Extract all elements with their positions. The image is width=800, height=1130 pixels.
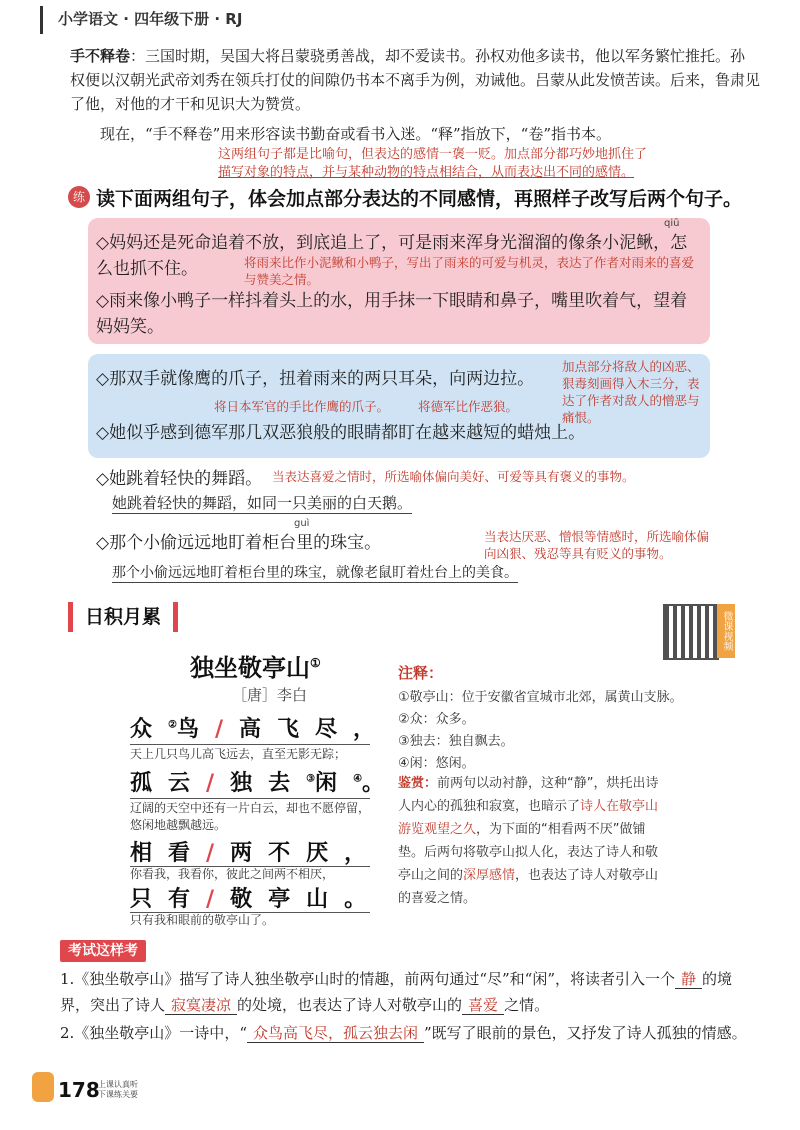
- qr-code[interactable]: [663, 604, 719, 660]
- exam-q1-answer-3: 喜爱: [462, 996, 504, 1015]
- rewrite-answer-1: 她跳着轻快的舞蹈，如同一只美丽的白天鹅。: [112, 494, 413, 512]
- exam-q1-b: 的境界，突出了诗人: [60, 970, 733, 1014]
- poem-l2-sep: /: [206, 770, 231, 796]
- poem-translation-3: 你看我，我看你，彼此之间两不相厌，: [130, 867, 335, 881]
- exam-q1-a: 1.《独坐敬亭山》描写了诗人独坐敬亭山时的情趣，前两句通过“尽”和“闲”，将读者引入一个: [60, 970, 675, 988]
- appreciation-text-1: 前两句以动衬静，这种“静”，烘托出诗人内心的孤独和寂寞，也暗示了: [398, 776, 659, 814]
- pronunciation-qiu: qiū: [664, 218, 680, 229]
- poem-rule-1: [130, 744, 370, 745]
- note-item-1: ①敬亭山：位于安徽省宣城市北郊，属黄山支脉。: [398, 690, 683, 705]
- poem-l2-mark-d: ④: [353, 773, 363, 785]
- poem-title-mark: ①: [310, 656, 321, 670]
- red-note-line-1: 这两组句子都是比喻句，但表达的感情一褒一贬。加点部分都巧妙地抓住了: [218, 147, 648, 162]
- footer-slogan-2: 下课练关要: [98, 1090, 138, 1099]
- appreciation-text-3: ，也表达了诗人对敬亭山的喜爱之情。: [398, 868, 659, 906]
- blue-sentence-2: ◇她似乎感到德军那几双恶狼般的眼睛都盯在越来越短的蜡烛上。: [96, 423, 586, 443]
- poem-title-text: 独坐敬亭山: [190, 653, 310, 682]
- poem-line-1: [130, 712, 391, 743]
- exam-tag: 考试这样考: [60, 940, 146, 962]
- poem-l3-a: 相看: [130, 840, 207, 866]
- appreciation-highlight-1: 诗人在敬亭山游览观望之久: [398, 799, 659, 837]
- mascot-icon: [32, 1072, 54, 1102]
- poem-l4-sep: /: [206, 886, 231, 912]
- appreciation-label: 鉴赏：: [398, 776, 438, 791]
- notes-title: 注释：: [398, 664, 444, 682]
- exam-q1-c: 的处境，也表达了诗人对敬亭山的: [237, 996, 463, 1014]
- poem-title: [190, 648, 321, 683]
- exam-q2-answer: 众鸟高飞尽，孤云独去闲: [247, 1024, 424, 1043]
- qr-side-label: 微课视频: [717, 604, 735, 658]
- poem-l2-d: 闲: [315, 770, 354, 796]
- poem-l4-a: 只有: [130, 886, 207, 912]
- pink-sentence-1: ◇妈妈还是死命追着不放，到底追上了，可是雨来浑身光溜溜的像条小泥鳅，怎么也抓不住。: [96, 233, 688, 279]
- poem-rule-2: [130, 798, 370, 799]
- footer-slogan: [98, 1080, 138, 1100]
- poem-l4-c: 敬亭山。: [230, 886, 383, 912]
- rewrite-tip-2: 当表达厌恶、憎恨等情感时，所选喻体偏向凶狠、残忍等具有贬义的事物。: [484, 529, 710, 561]
- poem-l1-b: 鸟: [176, 716, 215, 742]
- poem-l3-c: 两不厌，: [230, 840, 383, 866]
- poem-translation-2: 辽阔的天空中还有一片白云，却也不愿停留，悠闲地越飘越远。: [130, 801, 371, 832]
- poem-line-2: [130, 766, 400, 797]
- poem-l2-a: 孤云: [130, 770, 207, 796]
- exam-q1-answer-2: 寂寞凄凉: [165, 996, 237, 1015]
- poem-l2-c: 独去: [230, 770, 307, 796]
- footer-slogan-1: 上课认真听: [98, 1080, 138, 1089]
- blue-sentence-1: ◇那双手就像鹰的爪子，扭着雨来的两只耳朵，向两边拉。: [96, 369, 535, 389]
- blue-note-b: 将德军比作恶狼。: [418, 399, 519, 414]
- header-title: 小学语文 · 四年级下册 · RJ: [58, 10, 243, 28]
- poem-l2-mark-c: ③: [306, 773, 316, 785]
- poem-translation-4: 只有我和眼前的敬亭山了。: [130, 913, 275, 927]
- exam-question-1: [60, 966, 750, 1018]
- appreciation-text-2: ，为下面的“相看两不厌”做铺垫。后两句将敬亭山拟人化，表达了诗人和敬亭山之间的: [398, 822, 659, 883]
- pink-note: 将雨来比作小泥鳅和小鸭子，写出了雨来的可爱与机灵，表达了作者对雨来的喜爱与赞美之情。: [244, 255, 695, 287]
- poem-line-3: [130, 836, 382, 867]
- intro-paragraph-1: [70, 44, 760, 116]
- blue-side-note: 加点部分将敌人的凶恶、狠毒刻画得入木三分，表达了作者对敌人的憎恶与痛恨。: [562, 359, 700, 425]
- blue-note-a: 将日本军官的手比作鹰的爪子。: [214, 399, 390, 414]
- section-title: 日积月累: [68, 602, 178, 632]
- poem-l1-mark: ②: [168, 719, 177, 731]
- rewrite-answer-2: 那个小偷远远地盯着柜台里的珠宝，就像老鼠盯着灶台上的美食。: [112, 562, 518, 583]
- poem-translation-1: 天上几只鸟儿高飞远去，直至无影无踪；: [130, 747, 347, 761]
- poem-author: ［唐］李白: [232, 686, 308, 704]
- appreciation: [398, 772, 668, 910]
- appreciation-highlight-2: 深厚感情: [463, 868, 516, 883]
- rewrite-sentence-1: ◇她跳着轻快的舞蹈。: [96, 469, 263, 489]
- poem-l1-a: 众: [130, 716, 169, 742]
- exam-q1-d: 之情。: [504, 996, 550, 1014]
- rewrite-tip-1: 当表达喜爱之情时，所选喻体偏向美好、可爱等具有褒义的事物。: [272, 469, 635, 484]
- intro-paragraph-2: 现在，“手不释卷”用来形容读书勤奋或看书入迷。“释”指放下，“卷”指书本。: [100, 125, 612, 143]
- rewrite-sentence-2: ◇那个小偷远远地盯着柜台里的珠宝。: [96, 533, 382, 553]
- intro-text: ：三国时期，吴国大将吕蒙骁勇善战，却不爱读书。孙权劝他多读书，他以军务繁忙推托。孙权便以汉朝光武帝刘秀在领兵打仗的间隙仍书本不离手为例，劝诫他。吕蒙从此发愤苦读。后来，鲁肃见了他，对他的才干和见识大为赞赏。: [70, 47, 761, 113]
- poem-l2-end: 。: [362, 770, 401, 796]
- note-item-4: ④闲：悠闲。: [398, 756, 475, 771]
- pink-sentence-2: ◇雨来像小鸭子一样抖着头上的水，用手抹一下眼睛和鼻子，嘴里吹着气，望着妈妈笑。: [96, 291, 688, 337]
- exam-q1-answer-1: 静: [675, 970, 702, 989]
- note-item-2: ②众：众多。: [398, 712, 475, 727]
- poem-line-4: [130, 882, 382, 913]
- pronunciation-gui: guì: [294, 518, 310, 529]
- exam-q2-b: ”既写了眼前的景色，又抒发了诗人孤独的情感。: [424, 1024, 747, 1042]
- poem-l1-c: 高飞尽，: [239, 716, 392, 742]
- exam-question-2: [60, 1020, 750, 1046]
- intro-term: 手不释卷: [70, 47, 131, 65]
- exam-q2-a: 2.《独坐敬亭山》一诗中，“: [60, 1024, 247, 1042]
- note-item-3: ③独去：独自飘去。: [398, 734, 514, 749]
- exercise-icon: 练: [68, 186, 90, 208]
- red-note-line-2: 描写对象的特点，并与某种动物的特点相结合，从而表达出不同的感情。: [218, 165, 635, 180]
- question-title: 读下面两组句子，体会加点部分表达的不同感情，再照样子改写后两个句子。: [96, 188, 743, 210]
- poem-l1-sep: /: [215, 716, 240, 742]
- header-bar: [40, 6, 43, 34]
- page-number: 178: [58, 1078, 100, 1102]
- poem-l3-sep: /: [206, 840, 231, 866]
